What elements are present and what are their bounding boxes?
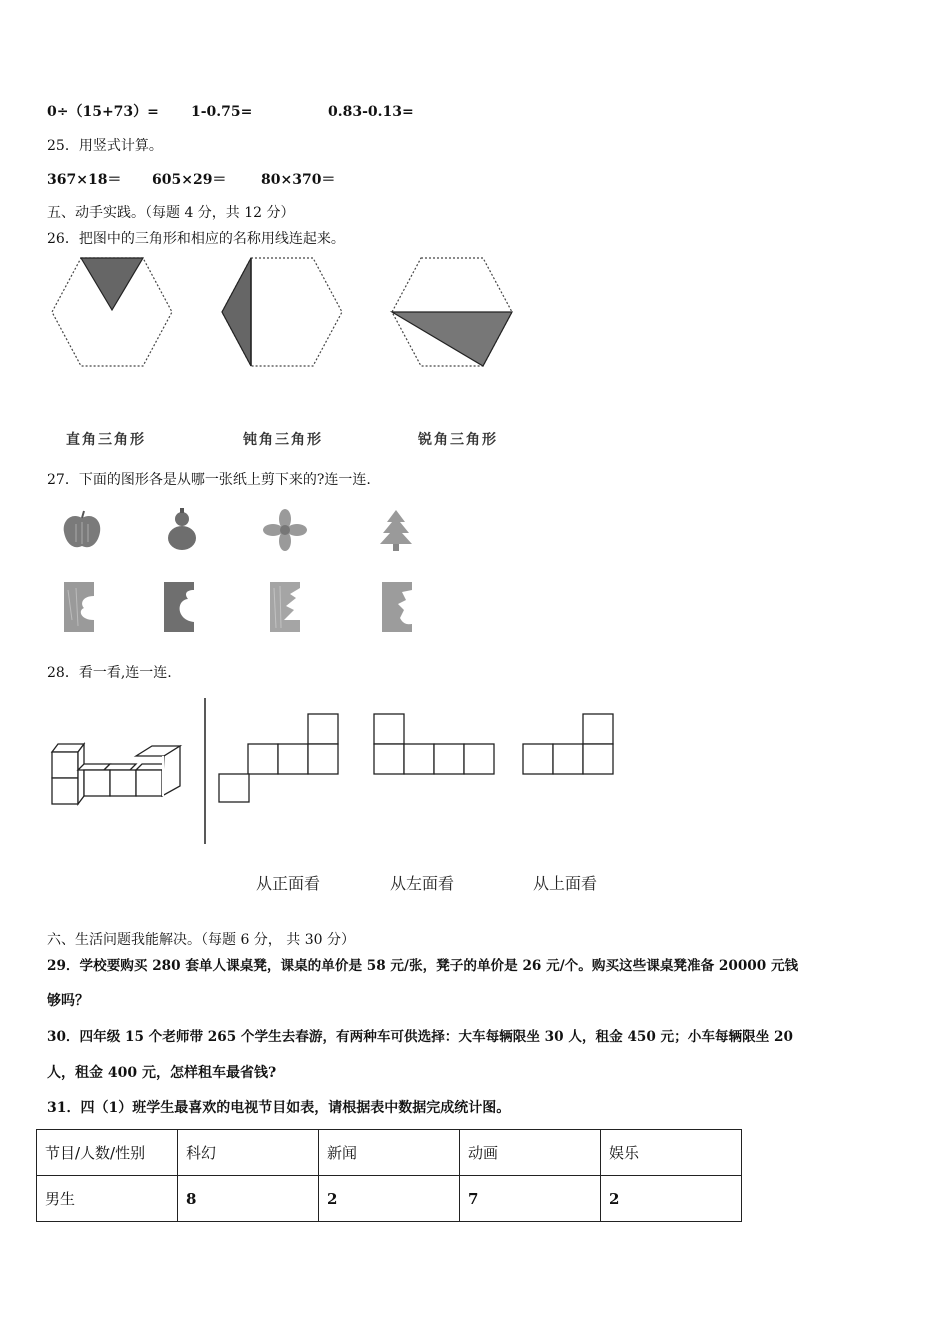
label-front-view: 从正面看 — [256, 874, 321, 893]
folded-paper-1-icon — [62, 580, 96, 634]
view-grid-3 — [521, 712, 617, 776]
q28-title: 28．看一看,连一连. — [47, 665, 172, 681]
cube-stack-3d — [48, 740, 188, 808]
expr-q25-1: 367×18＝ — [47, 172, 122, 188]
table-cell: 2 — [601, 1176, 742, 1222]
expr-q25-3: 80×370＝ — [261, 172, 336, 188]
table-cell: 7 — [460, 1176, 601, 1222]
q25-title: 25．用竖式计算。 — [47, 138, 163, 154]
view-grid-1 — [218, 712, 342, 804]
q26-title: 26．把图中的三角形和相应的名称用线连起来。 — [47, 231, 345, 247]
table-cell: 2 — [319, 1176, 460, 1222]
apple-shape-icon — [60, 508, 104, 552]
expr-q24-2: 1-0.75= — [191, 104, 253, 120]
flower-shape-icon — [262, 508, 308, 552]
q30-line2: 人，租金 400 元，怎样租车最省钱? — [47, 1065, 277, 1081]
gourd-shape-icon — [160, 506, 204, 552]
view-grid-2 — [372, 712, 498, 776]
q31-title: 31．四（1）班学生最喜欢的电视节目如表，请根据表中数据完成统计图。 — [47, 1100, 511, 1116]
table-cell: 男生 — [37, 1176, 178, 1222]
hexagon-figure-3 — [390, 256, 514, 368]
table-header-cell: 娱乐 — [601, 1130, 742, 1176]
folded-paper-4-icon — [380, 580, 414, 634]
label-top-view: 从上面看 — [533, 874, 598, 893]
tv-program-table — [36, 1129, 742, 1222]
q27-title: 27．下面的图形各是从哪一张纸上剪下来的?连一连. — [47, 472, 371, 488]
section5-title: 五、动手实践。（每题 4 分，共 12 分） — [47, 205, 295, 221]
label-right-triangle: 直角三角形 — [66, 432, 146, 448]
label-obtuse-triangle: 钝角三角形 — [243, 432, 323, 448]
hexagon-figure-1 — [50, 256, 174, 368]
table-row — [37, 1176, 742, 1222]
q29-line1: 29．学校要购买 280 套单人课桌凳，课桌的单价是 58 元/张，凳子的单价是 26 元/个。购买这些课桌凳准备 20000 元钱 — [47, 958, 799, 974]
q29-line2: 够吗？ — [47, 993, 89, 1009]
expr-q24-3: 0.83-0.13= — [328, 104, 414, 120]
table-header-cell: 科幻 — [178, 1130, 319, 1176]
folded-paper-2-icon — [162, 580, 196, 634]
q30-line1: 30．四年级 15 个老师带 265 个学生去春游，有两种车可供选择：大车每辆限坐 30 人，租金 450 元；小车每辆限坐 20 — [47, 1029, 793, 1045]
table-header-cell: 节目/人数/性别 — [37, 1130, 178, 1176]
label-acute-triangle: 锐角三角形 — [418, 432, 498, 448]
table-header-row — [37, 1130, 742, 1176]
tree-shape-icon — [376, 508, 416, 552]
table-cell: 8 — [178, 1176, 319, 1222]
section6-title: 六、生活问题我能解决。（每题 6 分， 共 30 分） — [47, 932, 355, 948]
hexagon-figure-2 — [220, 256, 344, 368]
expr-q25-2: 605×29＝ — [152, 172, 227, 188]
label-left-view: 从左面看 — [390, 874, 455, 893]
expr-q24-1: 0÷（15+73）= — [47, 104, 159, 120]
table-header-cell: 新闻 — [319, 1130, 460, 1176]
folded-paper-3-icon — [268, 580, 302, 634]
table-header-cell: 动画 — [460, 1130, 601, 1176]
divider-line — [203, 698, 207, 844]
